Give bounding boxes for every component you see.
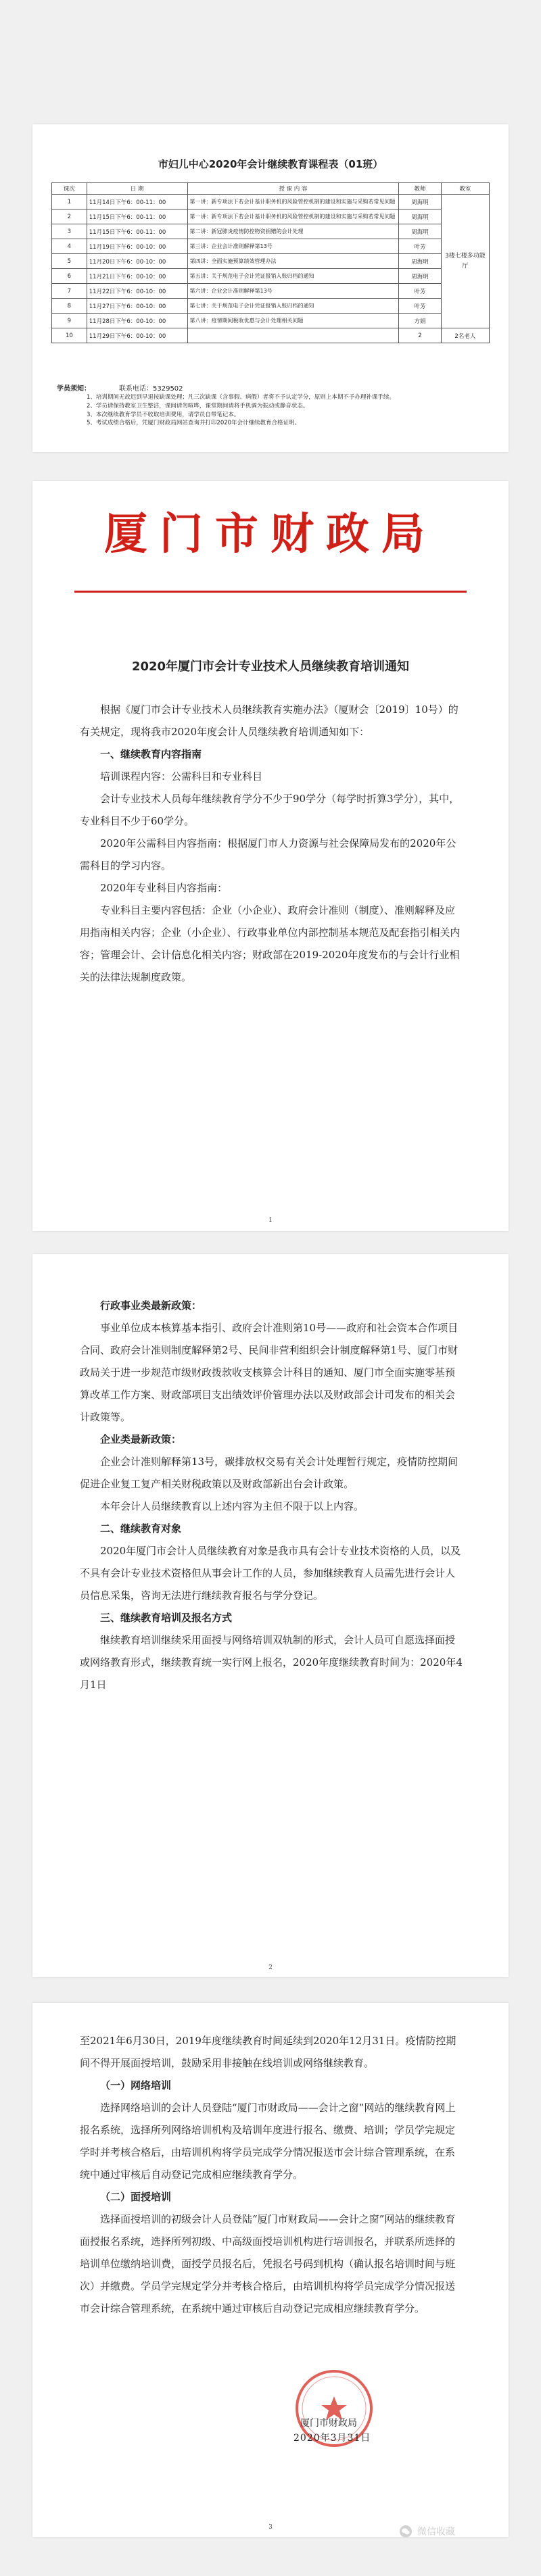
row-content: 第五讲：关于规范电子会计凭证报销入账归档的通知 xyxy=(187,269,399,284)
header-teacher: 教师 xyxy=(399,183,442,195)
page-number: 2 xyxy=(268,1964,273,1971)
notice-body-3 xyxy=(80,2030,464,2320)
row-teacher: 周海明 xyxy=(399,269,442,284)
row-date: 11月29日下午6：00-10：00 xyxy=(87,328,187,343)
study-notes xyxy=(87,393,479,428)
bureau-header: 厦门市财政局 xyxy=(104,509,437,560)
note-item: 2、学员请保持教室卫生整洁，课间请勿喧哗，课堂期间请将手机调为振动或静音状态。 xyxy=(87,402,309,410)
paragraph: 企业会计准则解释第13号，碳排放权交易有关会计处理暂行规定，疫情防控期间促进企业复工复产相关财税政策以及财政部新出台会计政策。 xyxy=(80,1456,458,1490)
row-no: 1 xyxy=(52,195,87,209)
paragraph: 培训课程内容：公需科目和专业科目 xyxy=(100,770,263,783)
row-no: 7 xyxy=(52,284,87,299)
paragraph: 选择网络培训的会计人员登陆“厦门市财政局——会计之窗”网站的继续教育网上报名系统，选择所列网络培训机构及培训年度进行报名、缴费、培训；学员学完规定学时并考核合格后，由培训机构将学员完成学分情况报送市会计综合管理系统，在系统中通过审核后自动登记完成相应继续教育学分。 xyxy=(80,2102,456,2181)
table-row xyxy=(52,269,490,284)
row-date: 11月15日下午6：00-11：00 xyxy=(87,224,187,239)
row-content: 第六讲：企业会计准则解释第13号 xyxy=(187,284,399,299)
total-count: 2 xyxy=(399,328,442,343)
header-divider xyxy=(74,591,467,593)
header-no: 课次 xyxy=(52,183,87,195)
paragraph: 2020年公需科目内容指南：根据厦门市人力资源与社会保障局发布的2020年公需科目的学习内容。 xyxy=(80,837,456,872)
row-date: 11月14日下午6：00-11：00 xyxy=(87,195,187,209)
paragraph: 本年会计人员继续教育以上述内容为主但不限于以上内容。 xyxy=(100,1500,364,1512)
paragraph: 专业科目主要内容包括：企业（小企业）、政府会计准则（制度）、准则解释及应用指南相关内容；企业（小企业）、行政事业单位内部控制基本规范及配套指引相关内容；管理会计、会计信息化相关内容；财政部在2019-2020年度发布的与会计行业相关的法律法规制度政策。 xyxy=(80,904,461,983)
schedule-header-row xyxy=(52,183,490,195)
row-content: 第四讲：全面实施预算绩效管理办法 xyxy=(187,254,399,269)
header-classroom: 教室 xyxy=(441,183,489,195)
row-no: 4 xyxy=(52,239,87,254)
schedule-title: 市妇儿中心2020年会计继续教育课程表（01班） xyxy=(158,158,383,170)
watermark-text: 微信收藏 xyxy=(417,2527,455,2537)
row-date: 11月28日下午6：00-10：00 xyxy=(87,314,187,328)
schedule-page xyxy=(32,124,509,452)
subheading: 企业类最新政策： xyxy=(100,1433,182,1445)
paragraph: 选择面授培训的初级会计人员登陆“厦门市财政局——会计之窗”网站的继续教育面授报名系统，选择所列初级、中高级面授培训机构进行培训报名，并联系所选择的培训单位缴纳培训费，面授学员报名后，凭报名号码到机构（确认报名培训时间与班次）并缴费。学员学完规定学分并考核合格后，由培训机构将学员完成学分情况报送市会计综合管理系统，在系统中通过审核后自动登记完成相应继续教育学分。 xyxy=(80,2213,456,2314)
row-no: 9 xyxy=(52,314,87,328)
table-row xyxy=(52,195,490,209)
row-no: 5 xyxy=(52,254,87,269)
paragraph: 至2021年6月30日，2019年度继续教育时间延续到2020年12月31日。疫情防控期间不得开展面授培训，鼓励采用非接触在线培训或网络继续教育。 xyxy=(80,2035,456,2069)
row-date: 11月19日下午6：00-10：00 xyxy=(87,239,187,254)
row-date: 11月22日下午6：00-10：00 xyxy=(87,284,187,299)
row-teacher: 周海明 xyxy=(399,254,442,269)
row-teacher: 周海明 xyxy=(399,224,442,239)
subheading: 行政事业类最新政策： xyxy=(100,1299,202,1312)
row-date: 11月15日下午6：00-11：00 xyxy=(87,209,187,224)
classroom-cell: 3楼七楼多功能厅 xyxy=(441,195,489,328)
notice-body-2 xyxy=(80,1295,464,1696)
row-date: 11月20日下午6：00-10：00 xyxy=(87,254,187,269)
notice-page-2 xyxy=(32,1254,509,1977)
contact-phone: 联系电话：5329502 xyxy=(119,385,183,393)
row-no: 2 xyxy=(52,209,87,224)
row-teacher: 叶芳 xyxy=(399,299,442,314)
row-no: 3 xyxy=(52,224,87,239)
paragraph: 根据《厦门市会计专业技术人员继续教育实施办法》（厦财会〔2019〕10号）的有关规定，现将我市2020年度会计人员继续教育培训通知如下： xyxy=(80,703,458,738)
note-item: 1、培训期间无故迟到早退按缺课处理；凡三次缺课（含事假、病假）者将不予认定学分，原则上本期不予办理补课手续。 xyxy=(87,394,395,401)
table-row xyxy=(52,299,490,314)
paragraph: 继续教育培训继续采用面授与网络培训双轨制的形式，会计人员可自愿选择面授或网络教育形式，继续教育统一实行网上报名，2020年度继续教育时间为：2020年4月1日 xyxy=(80,1634,463,1691)
note-item: 3、本次继续教育学员不收取培训费用，请学员自带笔记本。 xyxy=(87,411,240,418)
table-row xyxy=(52,314,490,328)
wechat-watermark xyxy=(399,2525,455,2538)
row-date: 11月27日下午6：00-10：00 xyxy=(87,299,187,314)
section-heading: 三、继续教育培训及报名方式 xyxy=(100,1612,233,1624)
subheading: （二）面授培训 xyxy=(100,2191,172,2203)
row-teacher: 方娟 xyxy=(399,314,442,328)
row-content xyxy=(187,328,399,343)
section-heading: 一、继续教育内容指南 xyxy=(100,748,202,760)
schedule-table xyxy=(51,182,490,343)
page-number: 3 xyxy=(268,2524,273,2531)
paragraph: 事业单位成本核算基本指引、政府会计准则第10号——政府和社会资本合作项目合同、政府会计准则制度解释第2号、民间非营利组织会计制度解释第1号、厦门市财政局关于进一步规范市级财政拨款收支核算会计科目的通知、厦门市全面实施零基预算改革工作方案、财政部项目支出绩效评价管理办法以及财政部会计司发布的相关会计政策等。 xyxy=(80,1322,458,1423)
signature-date: 2020年3月31日 xyxy=(293,2433,371,2444)
row-teacher: 周海明 xyxy=(399,195,442,209)
row-no: 10 xyxy=(52,328,87,343)
row-teacher: 叶芳 xyxy=(399,239,442,254)
paragraph: 会计专业技术人员每年继续教育学分不少于90学分（每学时折算3学分），其中，专业科目不少于60学分。 xyxy=(80,793,460,827)
notice-page-3 xyxy=(32,2003,509,2537)
notice-title: 2020年厦门市会计专业技术人员继续教育培训通知 xyxy=(131,660,410,674)
notice-page-1 xyxy=(32,481,509,1231)
table-row xyxy=(52,328,490,343)
table-row xyxy=(52,254,490,269)
notice-body-1 xyxy=(80,699,464,989)
subheading: （一）网络培训 xyxy=(100,2079,172,2091)
row-content: 第一讲：新专项法下若会计基计职务机的风险管控机制的建设和实施与采购若常见问题 xyxy=(187,195,399,209)
total-note: 2名老人 xyxy=(441,328,489,343)
row-content: 第二讲：新冠肺炎疫情防控物资捐赠的会计处理 xyxy=(187,224,399,239)
table-row xyxy=(52,224,490,239)
paragraph: 2020年专业科目内容指南： xyxy=(100,882,228,894)
row-content: 第七讲：关于规范电子会计凭证报销入账归档的通知 xyxy=(187,299,399,314)
section-heading: 二、继续教育对象 xyxy=(100,1522,182,1535)
paragraph: 2020年厦门市会计人员继续教育对象是我市具有会计专业技术资格的人员，以及不具有会计专业技术资格但从事会计工作的人员，参加继续教育人员需先进行会计人员信息采集，咨询无法进行继续教育报名与学分登记。 xyxy=(80,1545,461,1602)
page-number: 1 xyxy=(268,1217,273,1224)
signature-org: 厦门市财政局 xyxy=(300,2418,357,2429)
header-content: 授 课 内 容 xyxy=(187,183,399,195)
row-content: 第三讲：企业会计准则解释第13号 xyxy=(187,239,399,254)
row-teacher: 叶芳 xyxy=(399,284,442,299)
table-row xyxy=(52,209,490,224)
study-notice-label: 学员须知： xyxy=(57,385,91,393)
wechat-icon xyxy=(399,2525,413,2538)
row-date: 11月21日下午6：00-10：00 xyxy=(87,269,187,284)
row-no: 8 xyxy=(52,299,87,314)
row-teacher: 周海明 xyxy=(399,209,442,224)
row-content: 第八讲：疫情期间税收优惠与会计处理相关问题 xyxy=(187,314,399,328)
row-no: 6 xyxy=(52,269,87,284)
header-date: 日 期 xyxy=(87,183,187,195)
row-content: 第一讲：新专项法下若会计基计职务机的风险管控机制的建设和实施与采购若常见问题 xyxy=(187,209,399,224)
table-row xyxy=(52,284,490,299)
table-row xyxy=(52,239,490,254)
note-item: 5、考试成绩合格后，凭厦门财政局网站查询并打印2020年会计继续教育合格证明。 xyxy=(87,420,301,427)
